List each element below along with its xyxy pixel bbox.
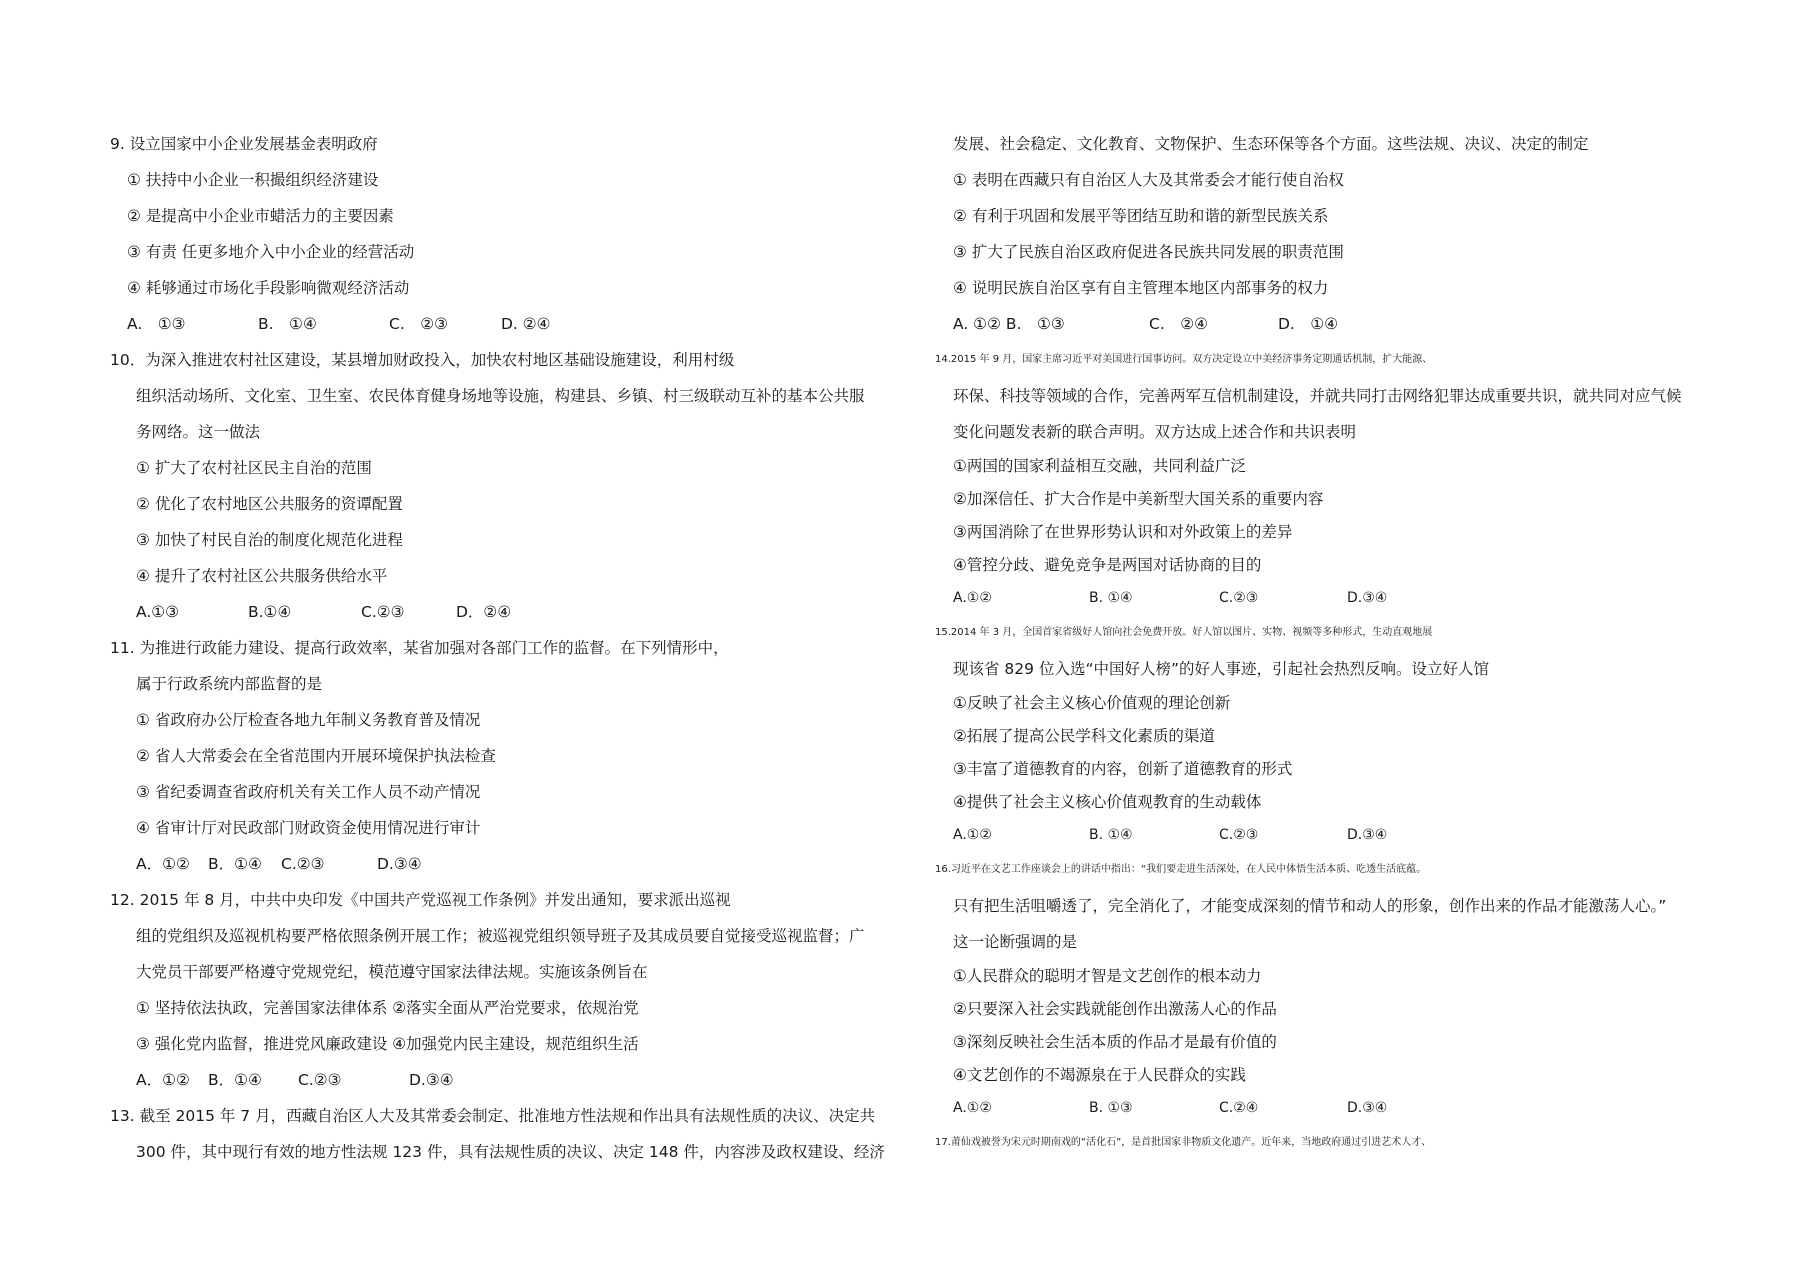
question-15-option-1: ①反映了社会主义核心价值观的理论创新: [953, 694, 1231, 712]
choice-d: D.③④: [1347, 1100, 1388, 1116]
choice-c: C.②③: [1219, 590, 1259, 606]
question-9-choices: [110, 306, 910, 342]
question-10-option-2: ② 优化了农村地区公共服务的资谭配置: [136, 495, 403, 513]
choice-c: C.②③: [281, 855, 325, 873]
question-12-options-1-2: ① 坚持依法执政，完善国家法律体系 ②落实全面从严治党要求，依规治党: [136, 999, 639, 1017]
question-14-stem-1: 14.2015 年 9 月，国家主席习近平对美国进行国事访问。双方决定设立中美经济事务定期通话机制，扩大能源、: [935, 354, 1433, 365]
question-13-option-4: ④ 说明民族自治区享有自主管理本地区内部事务的权力: [953, 279, 1329, 297]
question-16-choices: [953, 1092, 1753, 1125]
question-15-stem-2: 现该省 829 位入选“中国好人榜”的好人事迹，引起社会热烈反响。设立好人馆: [953, 660, 1490, 678]
question-9-option-4: ④ 耗够通过市场化手段影响微观经济活动: [127, 279, 410, 297]
question-12-stem-3: 大党员干部要严格遵守党规党纪，模范遵守国家法律法规。实施该条例旨在: [136, 963, 648, 981]
choice-a: A.①③: [136, 603, 180, 621]
question-16-option-1: ①人民群众的聪明才智是文艺创作的根本动力: [953, 967, 1262, 985]
question-10-stem-2: 组织活动场所、文化室、卫生室、农民体育健身场地等设施，构建县、乡镇、村三级联动互补的基本公共服: [136, 387, 865, 405]
question-10-choices: [110, 594, 910, 630]
question-13-option-3: ③ 扩大了民族自治区政府促进各民族共同发展的职责范围: [953, 243, 1344, 261]
question-11-option-4: ④ 省审计厅对民政部门财政资金使用情况进行审计: [136, 819, 481, 837]
question-14-option-2: ②加深信任、扩大合作是中美新型大国关系的重要内容: [953, 490, 1324, 508]
choice-b: B．①④: [208, 855, 262, 873]
question-12-options-3-4: ③ 强化党内监督，推进党风廉政建设 ④加强党内民主建设，规范组织生活: [136, 1035, 639, 1053]
question-10-stem-3: 务网络。这一做法: [136, 423, 261, 441]
question-14-option-4: ④管控分歧、避免竞争是两国对话协商的目的: [953, 556, 1262, 574]
choice-a: A．①②: [136, 1071, 190, 1089]
choice-c: C. ②④: [1149, 315, 1209, 333]
choice-b: B. ①③: [1089, 1100, 1133, 1116]
question-14-stem-3: 变化问题发表新的联合声明。双方达成上述合作和共识表明: [953, 423, 1357, 441]
choice-d: D. ①④: [1278, 315, 1339, 333]
question-13-stem-2: 300 件，其中现行有效的地方性法规 123 件，具有法规性质的决议、决定 148 件，内容涉及政权建设、经济: [136, 1143, 885, 1161]
choice-c: C.②③: [361, 603, 405, 621]
right-column: [935, 126, 1753, 1161]
question-16-stem-3: 这一论断强调的是: [953, 933, 1078, 951]
choice-d: D.③④: [377, 855, 422, 873]
question-13-choices: [953, 306, 1753, 342]
choice-b: B. ①④: [258, 315, 317, 333]
question-15-choices: [953, 819, 1753, 852]
choice-c: C.②③: [298, 1071, 342, 1089]
question-12-stem-2: 组的党组织及巡视机构要严格依照条例开展工作；被巡视党组织领导班子及其成员要自觉接受巡视监督；广: [136, 927, 865, 945]
choice-d: D.③④: [1347, 590, 1388, 606]
question-12-stem-1: 12. 2015 年 8 月，中共中央印发《中国共产党巡视工作条例》并发出通知，要求派出巡视: [110, 891, 731, 909]
question-16-stem-2: 只有把生活咀嚼透了，完全消化了，才能变成深刻的情节和动人的形象，创作出来的作品才能激荡人心。”: [953, 897, 1667, 915]
choice-a: A．①②: [136, 855, 190, 873]
question-10-stem-1: 10．为深入推进农村社区建设，某县增加财政投入，加快农村地区基础设施建设，利用村级: [110, 351, 735, 369]
choice-a: A.①②: [953, 1100, 992, 1116]
question-11-stem-1: 11. 为推进行政能力建设、提高行政效率，某省加强对各部门工作的监督。在下列情形中，: [110, 639, 729, 657]
question-9-option-2: ② 是提高中小企业市蜡活力的主要因素: [127, 207, 394, 225]
question-13-option-1: ① 表明在西藏只有自治区人大及其常委会才能行使自治权: [953, 171, 1344, 189]
choice-c: C.②④: [1219, 1100, 1259, 1116]
question-15-option-4: ④提供了社会主义核心价值观教育的生动载体: [953, 793, 1262, 811]
choice-a: A.①②: [953, 590, 992, 606]
choice-b: B. ①④: [1089, 827, 1133, 843]
choice-d: D. ②④: [501, 315, 551, 333]
choice-b: B.①④: [248, 603, 292, 621]
question-16-stem-1: 16.习近平在文艺工作座谈会上的讲话中指出：“我们要走进生活深处，在人民中体悟生活本质、吃透生活底蕴。: [935, 864, 1427, 875]
question-15-stem-1: 15.2014 年 3 月，全国首家省级好人馆向社会免费开放。好人馆以图片、实物、视频等多种形式，生动直观地展: [935, 627, 1433, 638]
choice-d: D.③④: [409, 1071, 454, 1089]
question-11-option-3: ③ 省纪委调查省政府机关有关工作人员不动产情况: [136, 783, 481, 801]
question-11-choices: [110, 846, 910, 882]
question-13-stem-1: 13. 截至 2015 年 7 月，西藏自治区人大及其常委会制定、批准地方性法规和作出具有法规性质的决议、决定共: [110, 1107, 876, 1125]
question-11-option-1: ① 省政府办公厅检查各地九年制义务教育普及情况: [136, 711, 481, 729]
question-9-option-1: ① 扶持中小企业一积撮组织经济建设: [127, 171, 379, 189]
choice-b: B. ①④: [1089, 590, 1133, 606]
question-15-option-3: ③丰富了道德教育的内容，创新了道德教育的形式: [953, 760, 1293, 778]
choice-d: D.③④: [1347, 827, 1388, 843]
question-16-option-2: ②只要深入社会实践就能创作出激荡人心的作品: [953, 1000, 1277, 1018]
question-10-option-4: ④ 提升了农村社区公共服务供给水平: [136, 567, 388, 585]
choice-a: A.①②: [953, 827, 992, 843]
question-15-option-2: ②拓展了提高公民学科文化素质的渠道: [953, 727, 1215, 745]
question-13-option-2: ② 有利于巩固和发展平等团结互助和谐的新型民族关系: [953, 207, 1329, 225]
choice-b: B．①④: [208, 1071, 262, 1089]
choice-a: A. ①③: [127, 315, 186, 333]
question-11-option-2: ② 省人大常委会在全省范围内开展环境保护执法检查: [136, 747, 496, 765]
question-14-stem-2: 环保、科技等领域的合作，完善两军互信机制建设，并就共同打击网络犯罪达成重要共识，就共同对应气候: [953, 387, 1682, 405]
question-16-option-3: ③深刻反映社会生活本质的作品才是最有价值的: [953, 1033, 1277, 1051]
question-14-option-1: ①两国的国家利益相互交融，共同利益广泛: [953, 457, 1246, 475]
question-14-option-3: ③两国消除了在世界形势认识和对外政策上的差异: [953, 523, 1293, 541]
question-10-option-3: ③ 加快了村民自治的制度化规范化进程: [136, 531, 403, 549]
question-9-stem: 9. 设立国家中小企业发展基金表明政府: [110, 135, 378, 153]
question-10-option-1: ① 扩大了农村社区民主自治的范围: [136, 459, 372, 477]
choice-d: D．②④: [456, 603, 512, 621]
question-11-stem-2: 属于行政系统内部监督的是: [136, 675, 323, 693]
question-13-stem-3: 发展、社会稳定、文化教育、文物保护、生态环保等各个方面。这些法规、决议、决定的制定: [953, 135, 1589, 153]
question-16-option-4: ④文艺创作的不竭源泉在于人民群众的实践: [953, 1066, 1246, 1084]
choice-c: C.②③: [1219, 827, 1259, 843]
question-14-choices: [953, 582, 1753, 615]
question-9-option-3: ③ 有责 任更多地介入中小企业的经营活动: [127, 243, 415, 261]
choice-a-b: A. ①② B. ①③: [953, 315, 1065, 333]
choice-c: C. ②③: [389, 315, 449, 333]
question-17-stem-1: 17.莆仙戏被誉为宋元时期南戏的“活化石”，是首批国家非物质文化遗产。近年来，当地政府通过引进艺术人才、: [935, 1137, 1432, 1148]
question-12-choices: [110, 1062, 910, 1098]
left-column: [110, 126, 910, 1170]
